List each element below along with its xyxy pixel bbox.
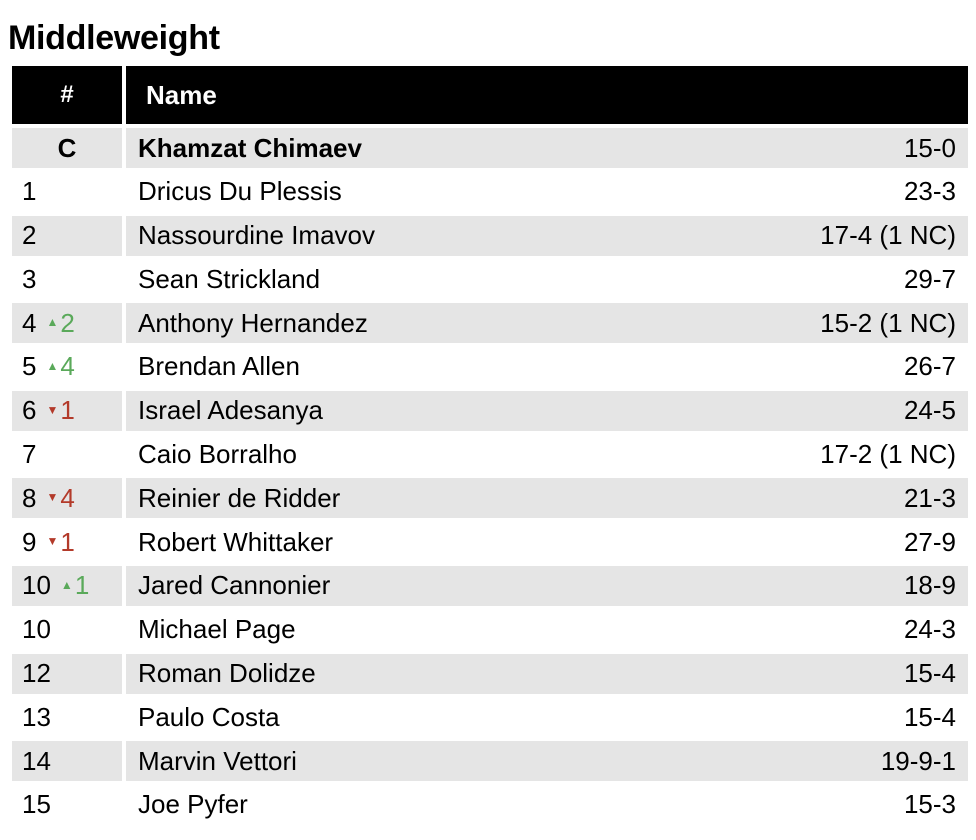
- rank-value: 13: [22, 701, 51, 732]
- fighter-name[interactable]: Jared Cannonier: [138, 570, 331, 601]
- fighter-name[interactable]: Anthony Hernandez: [138, 307, 368, 338]
- name-cell: [126, 522, 968, 562]
- rank-up-indicator: [46, 351, 74, 382]
- name-cell: [126, 478, 968, 518]
- name-column-header[interactable]: Name: [126, 66, 968, 124]
- fighter-record: 29-7: [903, 263, 956, 294]
- fighter-name[interactable]: Caio Borralho: [138, 439, 297, 470]
- name-cell: [126, 128, 968, 168]
- table-row[interactable]: [12, 303, 968, 343]
- table-row[interactable]: [12, 697, 968, 737]
- table-row[interactable]: [12, 478, 968, 518]
- fighter-record: 15-4: [903, 658, 956, 689]
- fighter-record: 26-7: [903, 351, 956, 382]
- rank-cell: [12, 478, 122, 518]
- rank-value: 2: [22, 220, 37, 251]
- fighter-name[interactable]: Reinier de Ridder: [138, 482, 341, 513]
- rank-down-indicator: [46, 483, 74, 514]
- fighter-record: 18-9: [903, 570, 956, 601]
- rank-change-value: 4: [60, 351, 75, 382]
- fighter-record: 23-3: [903, 176, 956, 207]
- rank-value: 12: [22, 658, 51, 689]
- table-row[interactable]: [12, 435, 968, 475]
- table-row[interactable]: [12, 566, 968, 606]
- fighter-name[interactable]: Khamzat Chimaev: [138, 132, 362, 163]
- fighter-record: 24-3: [903, 614, 956, 645]
- rank-change-value: 4: [60, 482, 75, 513]
- triangle-down-icon: ▼: [46, 490, 59, 505]
- table-row[interactable]: [12, 172, 968, 212]
- name-cell: [126, 172, 968, 212]
- table-row[interactable]: [12, 347, 968, 387]
- table-row[interactable]: [12, 610, 968, 650]
- fighter-name[interactable]: Robert Whittaker: [138, 526, 334, 557]
- rank-value: 10: [22, 614, 51, 645]
- table-row[interactable]: [12, 785, 968, 825]
- name-cell: [126, 741, 968, 781]
- rank-change-value: 2: [60, 307, 75, 338]
- name-cell: [126, 697, 968, 737]
- rank-value: 5: [22, 351, 37, 382]
- name-cell: [126, 566, 968, 606]
- rank-value: 7: [22, 439, 37, 470]
- rank-cell: [12, 216, 122, 256]
- rank-cell: [12, 128, 122, 168]
- fighter-record: 24-5: [903, 395, 956, 426]
- page-title: Middleweight: [8, 19, 220, 57]
- rank-down-indicator: [46, 395, 74, 426]
- rank-change-value: 1: [60, 526, 75, 557]
- rank-up-indicator: [61, 570, 89, 601]
- name-cell: [126, 303, 968, 343]
- fighter-name[interactable]: Joe Pyfer: [138, 789, 248, 820]
- rank-value: 6: [22, 395, 37, 426]
- name-cell: [126, 435, 968, 475]
- table-row[interactable]: [12, 259, 968, 299]
- fighter-name[interactable]: Nassourdine Imavov: [138, 220, 375, 251]
- rank-column-header[interactable]: #: [12, 66, 122, 124]
- fighter-name[interactable]: Paulo Costa: [138, 701, 280, 732]
- table-row[interactable]: [12, 654, 968, 694]
- rankings-table: [12, 66, 968, 829]
- champion-row[interactable]: [12, 128, 968, 168]
- rank-cell: [12, 610, 122, 650]
- rank-cell: [12, 259, 122, 299]
- table-header: [12, 66, 968, 124]
- fighter-record: 21-3: [903, 482, 956, 513]
- fighter-record: 19-9-1: [880, 745, 956, 776]
- rank-value: 10: [22, 570, 51, 601]
- rank-cell: [12, 566, 122, 606]
- rank-value: 15: [22, 789, 51, 820]
- triangle-up-icon: ▲: [60, 577, 73, 592]
- rank-cell: [12, 172, 122, 212]
- triangle-up-icon: ▲: [46, 315, 59, 330]
- triangle-up-icon: ▲: [46, 358, 59, 373]
- rank-up-indicator: [46, 308, 74, 339]
- name-cell: [126, 391, 968, 431]
- rank-cell: [12, 654, 122, 694]
- name-cell: [126, 216, 968, 256]
- fighter-record: 17-4 (1 NC): [820, 220, 956, 251]
- rank-cell: [12, 391, 122, 431]
- rank-cell: [12, 697, 122, 737]
- fighter-record: 15-0: [903, 132, 956, 163]
- rank-value: 1: [22, 176, 37, 207]
- rank-value: 9: [22, 526, 37, 557]
- table-row[interactable]: [12, 741, 968, 781]
- triangle-down-icon: ▼: [46, 534, 59, 549]
- rank-value: 4: [22, 307, 37, 338]
- rank-cell: [12, 303, 122, 343]
- fighter-record: 15-3: [903, 789, 956, 820]
- triangle-down-icon: ▼: [46, 402, 59, 417]
- fighter-record: 17-2 (1 NC): [820, 439, 956, 470]
- table-body: [12, 128, 968, 825]
- rank-down-indicator: [46, 527, 74, 558]
- fighter-record: 27-9: [903, 526, 956, 557]
- rank-cell: [12, 741, 122, 781]
- table-row[interactable]: [12, 522, 968, 562]
- fighter-name[interactable]: Michael Page: [138, 614, 296, 645]
- name-cell: [126, 785, 968, 825]
- rank-cell: [12, 347, 122, 387]
- fighter-record: 15-2 (1 NC): [820, 307, 956, 338]
- fighter-name[interactable]: Marvin Vettori: [138, 745, 297, 776]
- table-row[interactable]: [12, 216, 968, 256]
- name-cell: [126, 654, 968, 694]
- rank-change-value: 1: [74, 570, 90, 601]
- fighter-name[interactable]: Sean Strickland: [138, 263, 321, 294]
- rank-value: 14: [22, 745, 51, 776]
- name-cell: [126, 347, 968, 387]
- table-row[interactable]: [12, 391, 968, 431]
- rank-value: 8: [22, 482, 37, 513]
- fighter-name[interactable]: Brendan Allen: [138, 351, 300, 382]
- name-cell: [126, 259, 968, 299]
- fighter-name[interactable]: Roman Dolidze: [138, 658, 316, 689]
- rank-change-value: 1: [60, 395, 75, 426]
- fighter-record: 15-4: [903, 701, 956, 732]
- rank-cell: [12, 785, 122, 825]
- rank-value: C: [57, 132, 77, 163]
- rank-cell: [12, 522, 122, 562]
- rank-value: 3: [22, 263, 37, 294]
- fighter-name[interactable]: Israel Adesanya: [138, 395, 324, 426]
- name-cell: [126, 610, 968, 650]
- fighter-name[interactable]: Dricus Du Plessis: [138, 176, 342, 207]
- rank-cell: [12, 435, 122, 475]
